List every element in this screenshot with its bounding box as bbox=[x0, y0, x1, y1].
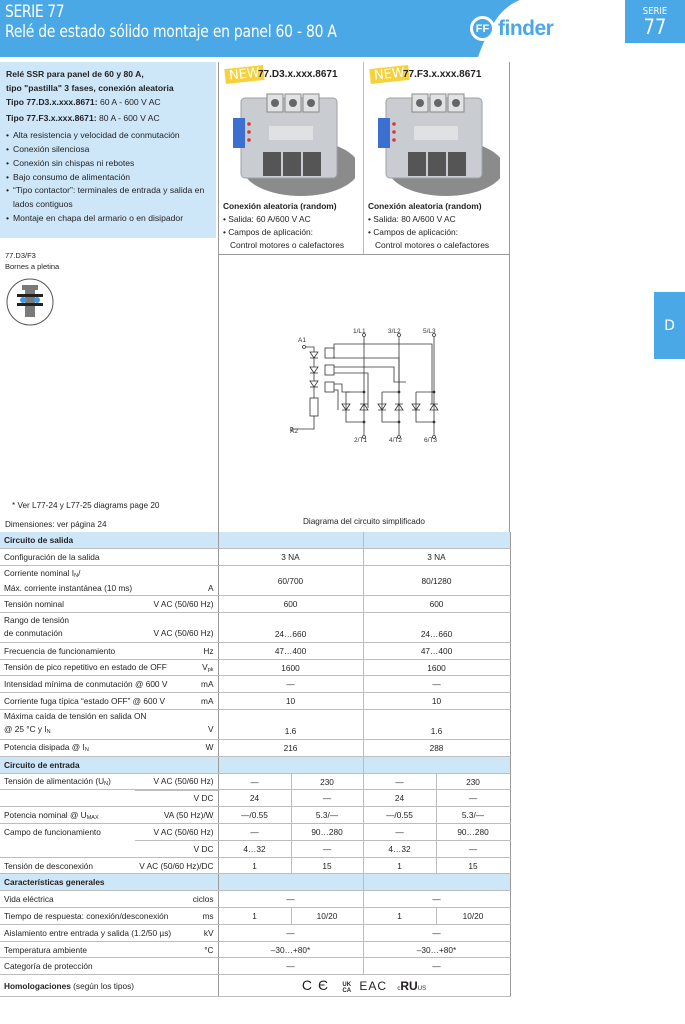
product-card-77F3 bbox=[364, 62, 509, 254]
ukca-mark-icon: UK CA bbox=[342, 982, 352, 995]
series-label: SERIE 77 bbox=[5, 2, 65, 22]
product-code: 77.D3.x.xxx.8671 bbox=[258, 69, 338, 80]
dimensions-note: Dimensiones: ver página 24 bbox=[5, 520, 107, 529]
ce-mark-icon: CЄ bbox=[301, 977, 335, 994]
product-card-77D3 bbox=[219, 62, 364, 254]
specifications-table bbox=[0, 532, 511, 997]
table-row: Configuración de la salida 3 NA 3 NA bbox=[0, 549, 510, 566]
connection-type: Conexión aleatoria (random) bbox=[368, 201, 482, 211]
table-row: V DC 24 — 24 — bbox=[0, 790, 510, 807]
table-row: Aislamiento entre entrada y salida (1.2/50 µs) kV — — bbox=[0, 924, 510, 941]
applications-label: • Campos de aplicación: bbox=[368, 227, 458, 237]
output-spec: • Salida: 60 A/600 V AC bbox=[223, 214, 311, 224]
divider bbox=[218, 254, 510, 255]
feature-item: • Conexión silenciosa bbox=[6, 143, 210, 157]
footnote: * Ver L77-24 y L77-25 diagrams page 20 bbox=[12, 501, 160, 510]
table-row: Frecuencia de funcionamiento Hz 47…400 47…400 bbox=[0, 642, 510, 659]
feature-item: • Montaje en chapa del armario o en disipador bbox=[6, 212, 210, 226]
section-general-characteristics: Características generales bbox=[0, 874, 510, 891]
circuit-diagram bbox=[290, 322, 450, 450]
intro-heading: Relé SSR para panel de 60 y 80 A, bbox=[6, 69, 144, 79]
table-row: Intensidad mínima de conmutación @ 600 V mA — — bbox=[0, 676, 510, 693]
applications-label: • Campos de aplicación: bbox=[223, 227, 313, 237]
table-row: Máxima caída de tensión en salida ON @ 25 °C y IN V 1.6 1.6 bbox=[0, 710, 510, 740]
table-row: V DC 4…32 — 4…32 — bbox=[0, 840, 510, 857]
new-badge: NEW bbox=[224, 65, 264, 84]
table-row: Tensión de pico repetitivo en estado de OFF Vpk 1600 1600 bbox=[0, 659, 510, 676]
finder-logo-icon: FF bbox=[470, 16, 495, 41]
relay-photo bbox=[376, 90, 500, 198]
cul-us-mark-icon: cRUUS bbox=[397, 979, 427, 994]
type-2: Tipo 77.F3.x.xxx.8671: 80 A - 600 V AC bbox=[6, 113, 160, 124]
connection-type: Conexión aleatoria (random) bbox=[223, 201, 337, 211]
feature-item: • Bajo consumo de alimentación bbox=[6, 171, 210, 185]
terminal-models: 77.D3/F3 bbox=[5, 251, 36, 260]
feature-item: • Conexión sin chispas ni rebotes bbox=[6, 157, 210, 171]
approval-marks bbox=[218, 975, 510, 997]
section-input-circuit: Circuito de entrada bbox=[0, 756, 510, 773]
table-row: Corriente nominal IN/ Máx. corriente instantánea (10 ms) A 60/700 80/1280 bbox=[0, 566, 510, 596]
table-row: Campo de funcionamiento V AC (50/60 Hz) — 90…280 — 90…280 bbox=[0, 824, 510, 841]
diagram-caption: Diagrama del circuito simplificado bbox=[303, 517, 425, 526]
series-tab bbox=[625, 0, 685, 43]
intro-panel: Relé SSR para panel de 60 y 80 A, tipo "pastilla" 3 fases, conexión aleatoria Tipo 77.D3.x.xxx.8671: 60 A - 600 V AC Tipo 77.F3.x.xxx.8671: 80 A - 600 V AC • Alta resistencia y velocidad de conmutación • Conexión silenciosa • Conexión sin chispas ni rebotes • Bajo consumo de alimentación • “Tipo contactor”: terminales de entrada y salida en lados contiguos • Montaje en chapa del armario o en disipador bbox=[0, 62, 216, 238]
terminal-type: Bornes a pletina bbox=[5, 262, 60, 271]
table-row: Tensión de alimentación (UN) V AC (50/60 Hz) — 230 — 230 bbox=[0, 773, 510, 790]
section-output-circuit: Circuito de salida bbox=[0, 532, 510, 549]
output-spec: • Salida: 80 A/600 V AC bbox=[368, 214, 456, 224]
series-tab-label: SERIE bbox=[642, 6, 668, 17]
svg-text:2/T1: 2/T1 bbox=[354, 437, 368, 444]
table-row: Temperatura ambiente °C –30…+80* –30…+80* bbox=[0, 941, 510, 958]
applications: Control motores o calefactores bbox=[375, 240, 490, 250]
table-row: Categoría de protección — — bbox=[0, 958, 510, 975]
feature-list bbox=[6, 129, 210, 226]
svg-text:4/T2: 4/T2 bbox=[389, 437, 403, 444]
divider bbox=[509, 62, 510, 534]
approvals-row: Homologaciones (según los tipos) CЄ UK CA EAC cRUUS bbox=[0, 975, 510, 997]
section-tab-d[interactable]: D bbox=[654, 292, 685, 359]
table-row: Tensión nominal V AC (50/60 Hz) 600 600 bbox=[0, 596, 510, 613]
svg-text:6/T3: 6/T3 bbox=[424, 437, 438, 444]
type-1: Tipo 77.D3.x.xxx.8671: 60 A - 600 V AC bbox=[6, 96, 161, 107]
table-row: Vida eléctrica ciclos — — bbox=[0, 891, 510, 908]
svg-text:1/L1: 1/L1 bbox=[353, 328, 366, 335]
feature-item: • “Tipo contactor”: terminales de entrada y salida en lados contiguos bbox=[6, 184, 210, 212]
relay-photo bbox=[231, 90, 355, 198]
finder-logo bbox=[470, 16, 553, 41]
table-row: Rango de tensión de conmutación V AC (50/60 Hz) 24…660 24…660 bbox=[0, 612, 510, 642]
flat-terminal-icon bbox=[5, 277, 55, 327]
svg-text:5/L3: 5/L3 bbox=[423, 328, 436, 335]
table-row: Potencia disipada @ IN W 216 288 bbox=[0, 740, 510, 757]
table-row: Tensión de desconexión V AC (50/60 Hz)/DC 1 15 1 15 bbox=[0, 857, 510, 874]
eac-mark-icon: EAC bbox=[359, 979, 388, 994]
finder-logo-text: finder bbox=[498, 16, 554, 40]
table-row: Potencia nominal @ UMAX VA (50 Hz)/W —/0.55 5.3/— —/0.55 5.3/— bbox=[0, 807, 510, 824]
svg-text:3/L2: 3/L2 bbox=[388, 328, 401, 335]
table-row: Tiempo de respuesta: conexión/desconexión ms 1 10/20 1 10/20 bbox=[0, 908, 510, 925]
feature-item: • Alta resistencia y velocidad de conmutación bbox=[6, 129, 210, 143]
product-code: 77.F3.x.xxx.8671 bbox=[403, 69, 482, 80]
series-tab-number: 77 bbox=[643, 15, 667, 39]
new-badge: NEW bbox=[369, 65, 409, 84]
svg-text:A1: A1 bbox=[298, 337, 306, 344]
svg-text:A2: A2 bbox=[290, 428, 298, 435]
applications: Control motores o calefactores bbox=[230, 240, 345, 250]
page-title: Relé de estado sólido montaje en panel 60 - 80 A bbox=[5, 22, 337, 42]
table-row: Corriente fuga típica “estado OFF” @ 600 V mA 10 10 bbox=[0, 693, 510, 710]
